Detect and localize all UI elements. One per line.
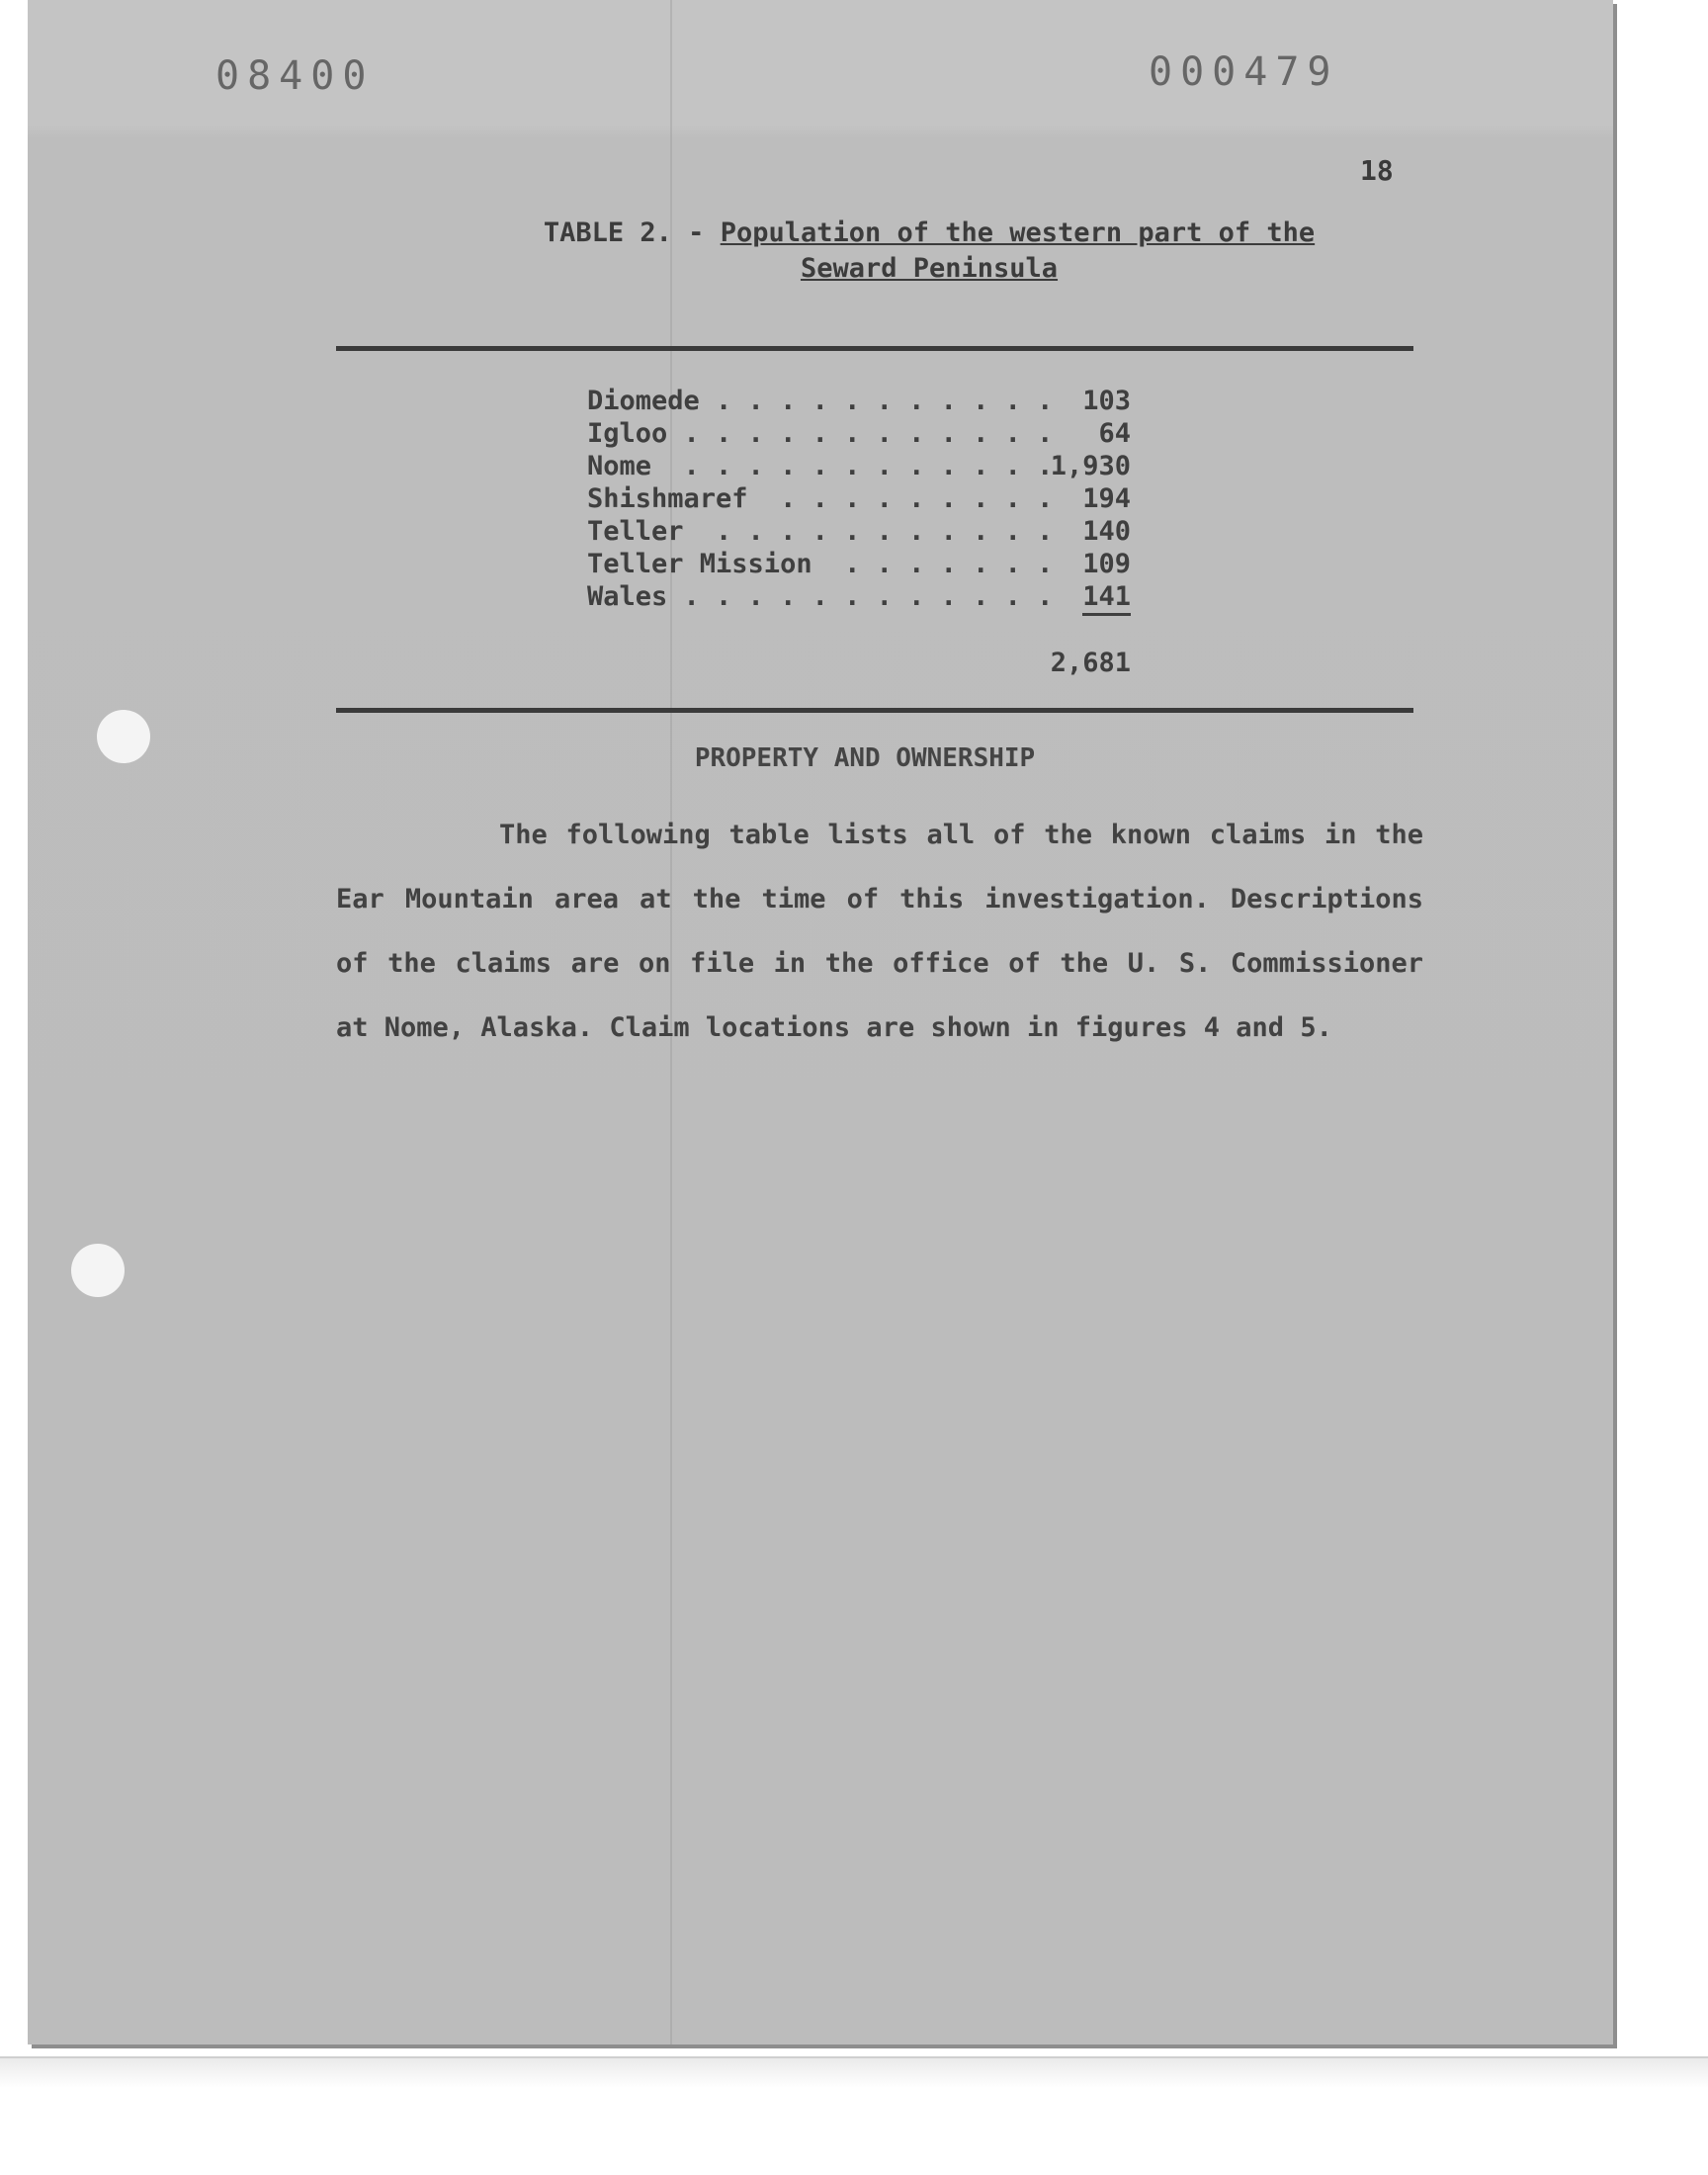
row-value: 1,930 xyxy=(1050,451,1131,481)
table-row-nome xyxy=(587,451,1131,483)
table-top-rule xyxy=(336,346,1413,351)
punch-hole-upper xyxy=(97,710,150,763)
stamp-number-right: 000479 xyxy=(1149,49,1339,95)
table-row-diomede xyxy=(587,386,1131,418)
scan-bottom-edge xyxy=(0,2056,1708,2088)
row-value: 109 xyxy=(1082,549,1131,579)
stamp-number-left: 08400 xyxy=(215,53,375,99)
table-row-teller-mission xyxy=(587,549,1131,581)
row-value: 64 xyxy=(1098,418,1131,449)
table-caption-prefix: TABLE 2. - xyxy=(543,218,705,248)
table-row-wales xyxy=(587,581,1131,614)
row-name: Igloo . . . . . . . . . . . . xyxy=(587,418,1054,449)
population-table xyxy=(587,386,1131,614)
table-row-shishmaref xyxy=(587,483,1131,516)
row-value: 141 xyxy=(1082,581,1131,616)
row-name: Shishmaref . . . . . . . . . xyxy=(587,483,1054,514)
punch-hole-lower xyxy=(71,1244,125,1297)
row-name: Diomede . . . . . . . . . . . xyxy=(587,386,1054,416)
page-number: 18 xyxy=(1360,154,1394,187)
section-heading: PROPERTY AND OWNERSHIP xyxy=(694,743,1036,773)
row-name: Teller . . . . . . . . . . . xyxy=(587,516,1054,547)
row-name: Wales . . . . . . . . . . . . xyxy=(587,581,1054,612)
row-value: 194 xyxy=(1082,483,1131,514)
row-name: Teller Mission . . . . . . . xyxy=(587,549,1054,579)
row-name: Nome . . . . . . . . . . . . xyxy=(587,451,1054,481)
table-bottom-rule xyxy=(336,708,1413,713)
table-total: 2,681 xyxy=(1050,648,1131,678)
row-value: 140 xyxy=(1082,516,1131,547)
table-row-teller xyxy=(587,516,1131,549)
row-value: 103 xyxy=(1082,386,1131,416)
section-paragraph: The following table lists all of the known claims in the Ear Mountain area at the time of this investigation. Descriptions of the claims are on file in the office of the U. S. Commissioner at Nome, Alaska. Claim locations are shown in figures 4 and 5. xyxy=(336,820,1423,1043)
table-caption xyxy=(336,216,1522,287)
table-row-igloo xyxy=(587,418,1131,451)
table-caption-line2: Seward Peninsula xyxy=(800,253,1059,284)
table-caption-line1: Population of the western part of the xyxy=(720,218,1316,248)
